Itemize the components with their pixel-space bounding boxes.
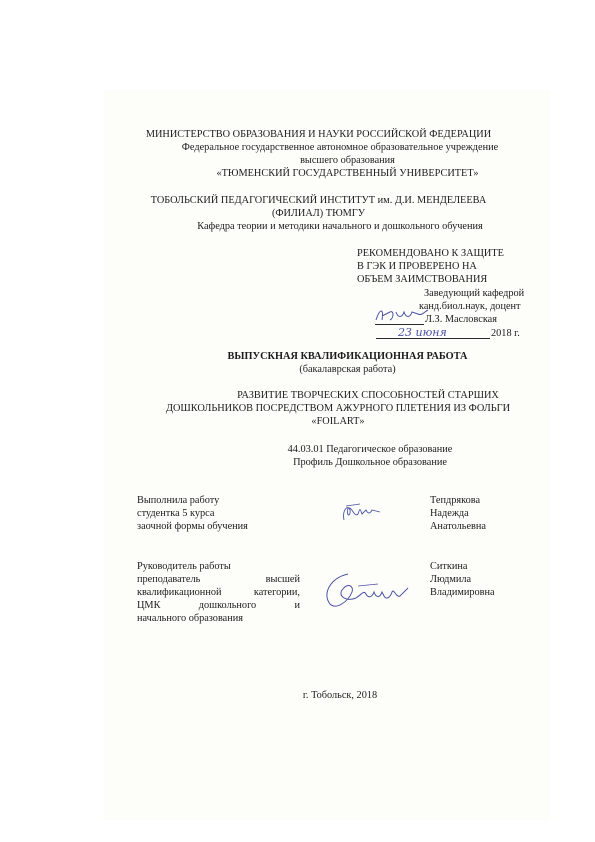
supervisor-role-word: и (294, 600, 300, 611)
work-subtype: (бакалаврская работа) (299, 364, 396, 375)
head-of-department-degree: канд.биол.наук, доцент (419, 301, 521, 312)
supervisor-first-name: Людмила (430, 574, 472, 585)
work-type: ВЫПУСКНАЯ КВАЛИФИКАЦИОННАЯ РАБОТА (227, 351, 468, 362)
supervisor-role-line-5: начального образования (137, 613, 244, 624)
approval-line-2: В ГЭК И ПРОВЕРЕНО НА (357, 261, 477, 272)
handwritten-date: 23 июня (398, 326, 447, 339)
supervisor-role-word: дошкольного (198, 600, 257, 611)
federal-institution-line: Федеральное государственное автономное образовательное учреждение (181, 142, 499, 153)
approval-line-3: ОБЪЕМ ЗАИМСТВОВАНИЯ (357, 274, 488, 285)
student-role-line-1: Выполнила работу (137, 495, 220, 506)
head-of-department-title: Заведующий кафедрой (424, 288, 525, 299)
institute-branch: (ФИЛИАЛ) ТЮМГУ (271, 208, 366, 219)
institute-name: ТОБОЛЬСКИЙ ПЕДАГОГИЧЕСКИЙ ИНСТИТУТ им. Д.И. МЕНДЕЛЕЕВА (150, 195, 487, 206)
university-name: «ТЮМЕНСКИЙ ГОСУДАРСТВЕННЫЙ УНИВЕРСИТЕТ» (216, 168, 479, 179)
head-of-department-name: Л.З. Масловская (425, 314, 497, 325)
thesis-title-line-2: ДОШКОЛЬНИКОВ ПОСРЕДСТВОМ АЖУРНОГО ПЛЕТЕНИЯ ИЗ ФОЛЬГИ (165, 403, 511, 414)
student-role-line-2: студентка 5 курса (137, 508, 215, 519)
supervisor-signature (318, 568, 418, 616)
ministry-line: МИНИСТЕРСТВО ОБРАЗОВАНИЯ И НАУКИ РОССИЙСКОЙ ФЕДЕРАЦИИ (145, 129, 492, 140)
student-role-line-3: заочной формы обучения (137, 521, 248, 532)
head-signature (372, 304, 432, 326)
program-profile: Профиль Дошкольное образование (293, 457, 447, 468)
supervisor-surname: Ситкина (430, 561, 468, 572)
supervisor-role-word: преподаватель (137, 574, 201, 585)
thesis-title-line-1: РАЗВИТИЕ ТВОРЧЕСКИХ СПОСОБНОСТЕЙ СТАРШИХ (237, 390, 499, 401)
supervisor-role-line-3 (137, 586, 300, 599)
supervisor-role-word: квалификационной (137, 587, 222, 598)
supervisor-patronymic: Владимировна (430, 587, 495, 598)
student-surname: Тепдрякова (430, 495, 481, 506)
higher-education-line: высшего образования (300, 155, 395, 166)
student-signature (338, 500, 388, 524)
supervisor-role-line-2 (137, 573, 300, 586)
approval-year: 2018 г. (491, 328, 520, 339)
program-code: 44.03.01 Педагогическое образование (287, 444, 453, 455)
supervisor-role-line-1: Руководитель работы (137, 561, 231, 572)
supervisor-role-word: категории, (253, 587, 300, 598)
department-name: Кафедра теории и методики начального и дошкольного обучения (197, 221, 483, 232)
supervisor-role-word: ЦМК (137, 600, 161, 611)
supervisor-role-word: высшей (265, 574, 300, 585)
city-year: г. Тобольск, 2018 (302, 690, 378, 701)
supervisor-role-line-4 (137, 599, 300, 612)
approval-line-1: РЕКОМЕНДОВАНО К ЗАЩИТЕ (357, 248, 504, 259)
student-first-name: Надежда (430, 508, 469, 519)
thesis-title-line-3: «FOILART» (311, 416, 365, 427)
student-patronymic: Анатольевна (430, 521, 486, 532)
